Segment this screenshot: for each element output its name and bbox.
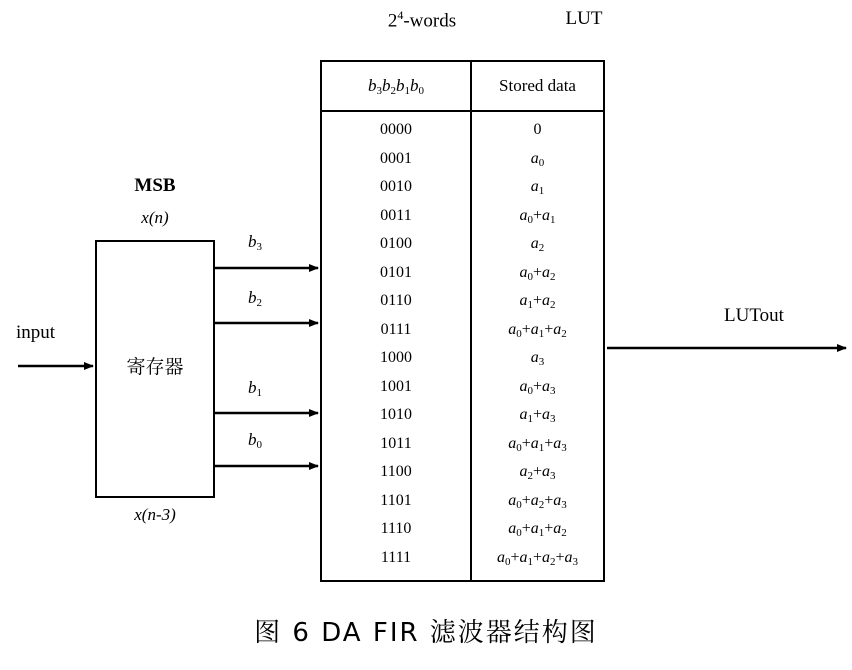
lut-heading: LUT	[565, 8, 603, 29]
lut-address-cell: 0101	[380, 263, 412, 281]
lut-address-cell: 1100	[380, 463, 412, 480]
bit-label-b1: $b_1$	[248, 378, 262, 399]
lut-address-cell: 1101	[380, 491, 412, 509]
lut-table	[320, 60, 605, 582]
register-label: 寄存器	[126, 356, 184, 378]
lut-data-cell: $a_0+a_1+a_2$	[508, 320, 567, 340]
lut-data-cell: $a_0+a_3$	[519, 377, 556, 397]
lut-data-cell: $a_0+a_2+a_3$	[508, 491, 567, 511]
lut-address-cell: 0001	[380, 149, 412, 167]
lut-address-cell: 1010	[380, 406, 412, 423]
register-top-signal-label: x(n)	[141, 208, 169, 227]
lut-address-cell: 1111	[380, 548, 412, 566]
words-suffix: -words	[403, 10, 457, 32]
lut-address-cell: 1110	[380, 520, 412, 537]
lut-data-cell: $a_0+a_1$	[519, 206, 556, 226]
figure-caption: 图 6 DA FIR 滤波器结构图	[254, 618, 598, 648]
input-label: input	[16, 322, 56, 343]
lut-data-cell: $a_1$	[530, 178, 545, 197]
lut-address-cell: 0010	[380, 178, 412, 195]
lutout-label: LUTout	[724, 305, 784, 326]
lut-data-cell: $a_0+a_1+a_2$	[508, 520, 567, 539]
lut-data-cell: $a_1+a_3$	[519, 406, 556, 425]
lut-address-cell: 0110	[380, 292, 412, 309]
lut-table-body	[322, 112, 603, 580]
register-bottom-signal-label: x(n-3)	[134, 505, 176, 524]
lut-address-column	[322, 112, 472, 580]
lut-data-cell: $a_0+a_2$	[519, 263, 556, 283]
lut-header-stored-data: Stored data	[499, 76, 576, 95]
lut-address-cell: 1000	[380, 349, 412, 366]
words-exponent: 4	[397, 8, 404, 22]
lut-data-cell: $a_3$	[530, 349, 545, 368]
words-base: 2	[387, 10, 398, 32]
lut-data-cell: $a_2+a_3$	[519, 463, 556, 482]
lut-data-cell: $a_1+a_2$	[519, 292, 556, 311]
bit-label-b2: $b_2$	[248, 288, 262, 309]
lut-data-cell: $a_0$	[530, 149, 545, 169]
lut-address-cell: 1001	[380, 377, 412, 395]
lut-address-cell: 1011	[380, 434, 412, 452]
lut-table-header-row	[322, 62, 603, 112]
bit-label-b0: $b_0$	[248, 430, 262, 451]
lut-address-cell: 0011	[380, 206, 412, 224]
words-heading	[352, 8, 492, 32]
lut-header-address: $b_3b_2b_1b_0$	[322, 62, 472, 110]
lut-address-cell: 0000	[380, 121, 412, 138]
lut-address-cell: 0111	[380, 320, 412, 338]
lut-data-cell: 0	[533, 121, 542, 138]
bit-label-b3: $b_3$	[248, 232, 262, 253]
lut-data-column	[472, 112, 603, 580]
msb-label: MSB	[134, 175, 176, 196]
lut-data-cell: $a_2$	[530, 235, 545, 254]
lut-address-cell: 0100	[380, 235, 412, 252]
lut-data-cell: $a_0+a_1+a_2+a_3$	[496, 548, 579, 568]
lut-data-cell: $a_0+a_1+a_3$	[508, 434, 567, 454]
